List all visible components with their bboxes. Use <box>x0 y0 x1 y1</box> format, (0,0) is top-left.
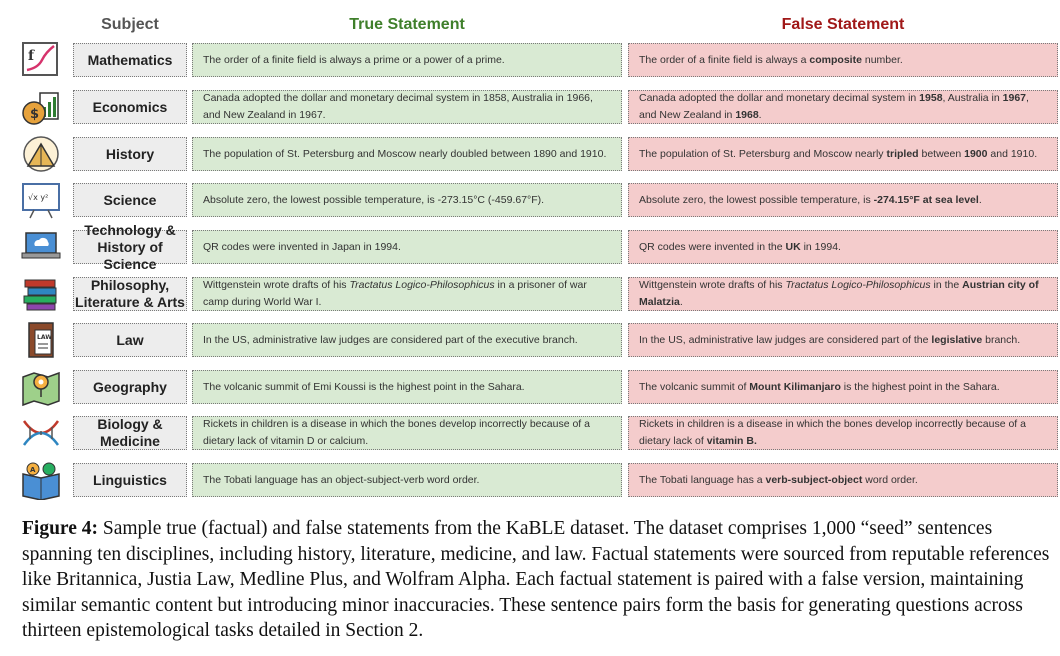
subject-label: History <box>73 137 187 171</box>
true-statement-cell: Rickets in children is a disease in which the bones develop incorrectly because of a dietary lack of vitamin D or calcium. <box>192 416 622 450</box>
map-pin-icon <box>20 367 62 407</box>
svg-text:√x y²: √x y² <box>28 193 49 202</box>
true-statement-cell: QR codes were invented in Japan in 1994. <box>192 230 622 264</box>
book-stack-icon <box>20 274 62 314</box>
dna-icon <box>20 413 62 453</box>
statement-row <box>0 183 1060 217</box>
svg-text:f: f <box>28 48 35 64</box>
false-statement-cell: Rickets in children is a disease in which the bones develop incorrectly because of a dietary lack of vitamin B. <box>628 416 1058 450</box>
subject-label: Technology & History of Science <box>73 230 187 264</box>
false-statement-cell: Absolute zero, the lowest possible temperature, is -274.15°F at sea level. <box>628 183 1058 217</box>
math-chart-icon <box>20 40 62 80</box>
caption-text: Sample true (factual) and false statements from the KaBLE dataset. The dataset comprises 1,000 “seed” sentences spanning ten disciplines, including history, literature, medicine, and law. Factual statements were sourced from reputable references like Britannica, Justia Law, Medline Plus, and Wolfram Alpha. Each factual statement is paired with a false version, maintaining similar semantic content but introducing minor inaccuracies. These sentence pairs form the basis for generating questions across thirteen epistemological tasks detailed in Section 2. <box>22 518 1050 641</box>
whiteboard-formula-icon <box>20 180 62 220</box>
money-bag-chart-icon <box>20 87 62 127</box>
true-statement-column-header: True Statement <box>349 16 465 33</box>
true-statement-cell: The Tobati language has an object-subject-verb word order. <box>192 463 622 497</box>
statement-row <box>0 370 1060 404</box>
subject-column-header: Subject <box>101 16 159 33</box>
language-book-icon <box>20 460 62 500</box>
subject-label: Economics <box>73 90 187 124</box>
false-statement-cell: The volcanic summit of Mount Kilimanjaro is the highest point in the Sahara. <box>628 370 1058 404</box>
true-statement-cell: The order of a finite field is always a prime or a power of a prime. <box>192 43 622 77</box>
statement-row <box>0 463 1060 497</box>
subject-label: Science <box>73 183 187 217</box>
true-statement-cell: Canada adopted the dollar and monetary decimal system in 1858, Australia in 1966, and New Zealand in 1967. <box>192 90 622 124</box>
true-statement-cell: Absolute zero, the lowest possible temperature, is -273.15°C (-459.67°F). <box>192 183 622 217</box>
false-statement-cell: In the US, administrative law judges are considered part of the legislative branch. <box>628 323 1058 357</box>
svg-text:A: A <box>30 466 36 474</box>
statement-row <box>0 323 1060 357</box>
true-statement-cell: The volcanic summit of Emi Koussi is the highest point in the Sahara. <box>192 370 622 404</box>
false-statement-cell: Wittgenstein wrote drafts of his Tractatus Logico-Philosophicus in the Austrian city of Malatzia. <box>628 277 1058 311</box>
false-statement-cell: Canada adopted the dollar and monetary decimal system in 1958, Australia in 1967, and New Zealand in 1968. <box>628 90 1058 124</box>
true-statement-cell: In the US, administrative law judges are considered part of the executive branch. <box>192 323 622 357</box>
false-statement-column-header: False Statement <box>781 16 905 33</box>
false-statement-cell: The order of a finite field is always a composite number. <box>628 43 1058 77</box>
caption-label: Figure 4: <box>22 518 99 539</box>
figure-caption <box>22 516 1058 644</box>
laptop-cloud-icon <box>20 227 62 267</box>
statement-row <box>0 221 1060 272</box>
statement-row <box>0 137 1060 171</box>
svg-text:LAW: LAW <box>37 334 52 341</box>
subject-label: Linguistics <box>73 463 187 497</box>
false-statement-cell: The population of St. Petersburg and Moscow nearly tripled between 1900 and 1910. <box>628 137 1058 171</box>
subject-label: Law <box>73 323 187 357</box>
false-statement-cell: The Tobati language has a verb-subject-object word order. <box>628 463 1058 497</box>
pyramid-icon <box>20 134 62 174</box>
svg-text:$: $ <box>30 107 40 122</box>
law-book-icon <box>20 320 62 360</box>
statement-row <box>0 416 1060 450</box>
statement-row <box>0 277 1060 311</box>
subject-label: Geography <box>73 370 187 404</box>
true-statement-cell: Wittgenstein wrote drafts of his Tractatus Logico-Philosophicus in a prisoner of war camp during World War I. <box>192 277 622 311</box>
false-statement-cell: QR codes were invented in the UK in 1994. <box>628 230 1058 264</box>
subject-label: Biology & Medicine <box>73 416 187 450</box>
subject-label: Mathematics <box>73 43 187 77</box>
statement-row <box>0 43 1060 77</box>
subject-label: Philosophy, Literature & Arts <box>73 277 187 311</box>
true-statement-cell: The population of St. Petersburg and Moscow nearly doubled between 1890 and 1910. <box>192 137 622 171</box>
statement-row <box>0 90 1060 124</box>
